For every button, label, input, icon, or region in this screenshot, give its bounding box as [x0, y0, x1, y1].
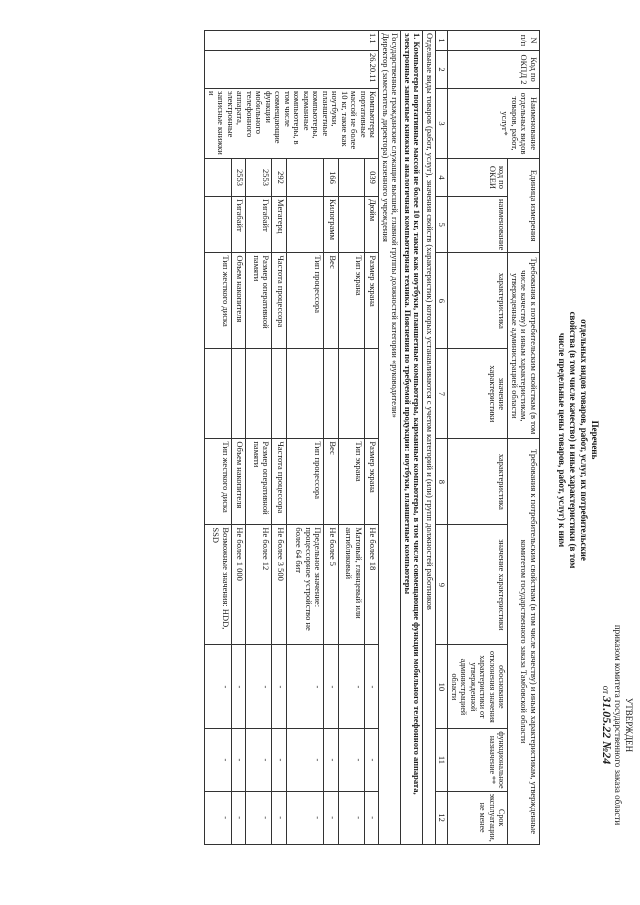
item-rows: [205, 31, 379, 845]
cell-unit: Гигабайт: [231, 197, 246, 253]
approval-block: [600, 560, 634, 890]
cell-admin-val: [324, 349, 339, 439]
cell-term: -: [205, 791, 231, 844]
cell-func: -: [286, 729, 323, 791]
cell-admin-val: [272, 349, 287, 439]
cell-admin-char: Частота процессора: [272, 253, 287, 349]
cell-just: -: [324, 645, 339, 729]
approval-order: приказом комитета государственного заказа области: [613, 624, 623, 826]
cell-code: [205, 159, 231, 197]
cell-just: -: [272, 645, 287, 729]
cell-admin-val: [246, 349, 272, 439]
cell-term: -: [338, 791, 364, 844]
cell-val: Не более 18: [364, 525, 379, 645]
requirements-table: [205, 30, 541, 845]
cell-admin-val: [286, 349, 323, 439]
cell-code: [338, 159, 364, 197]
cell-char: Размер оперативной памяти: [246, 439, 272, 525]
cell-char: Вес: [324, 439, 339, 525]
header-admin-val: значение характеристики: [448, 349, 508, 439]
column-numbers-row: 1 2 3 4 5 6 7 8 9 10 11 12: [436, 31, 449, 845]
row-num: 1.1: [205, 31, 379, 51]
cell-admin-char: Объем накопителя: [231, 253, 246, 349]
cell-unit: Гигабайт: [246, 197, 272, 253]
subheading-row: [423, 31, 436, 845]
row-okpd: 26.20.11: [205, 51, 379, 89]
header-req-admin: Требования к потребительским свойствам (в том числе качеству) и иным характеристикам, утвержденные администрацией области: [508, 253, 540, 439]
cell-just: -: [338, 645, 364, 729]
header-committee-val: значение характеристики: [448, 525, 508, 645]
cell-unit: [205, 197, 231, 253]
cell-func: -: [205, 729, 231, 791]
cell-just: -: [246, 645, 272, 729]
cell-term: -: [364, 791, 379, 844]
cell-func: -: [364, 729, 379, 791]
cell-unit: [338, 197, 364, 253]
cell-admin-char: Тип экрана: [338, 253, 364, 349]
cell-just: -: [364, 645, 379, 729]
subheading: Отдельные виды товаров (работ, услуг), значения свойств (характеристик) которых устанавливаются с учетом категорий и (или) групп должностей работников: [423, 31, 436, 845]
header-name: Наименование отдельных видов товаров, работ, услуг*: [448, 89, 540, 159]
cell-func: -: [338, 729, 364, 791]
header-committee-char: характеристика: [448, 439, 508, 525]
cell-admin-char: Размер экрана: [364, 253, 379, 349]
cell-val: Не более 3 500: [272, 525, 287, 645]
cell-char: Тип жесткого диска: [205, 439, 231, 525]
cell-code: [286, 159, 323, 197]
row-name: Компьютеры портативные массой не более 10 кг, такие как ноутбуки, планшетные компьютеры, карманные компьютеры, в том числе совмещающие функции мобильного телефонного аппарата, электронные записные книжки и: [205, 89, 379, 159]
cell-code: 039: [364, 159, 379, 197]
cell-term: -: [231, 791, 246, 844]
section-row: [401, 31, 423, 845]
cell-unit: [286, 197, 323, 253]
section-title: 1. Компьютеры портативные массой не более 10 кг, такие как ноутбуки, планшетные компьютеры, карманные компьютеры, в том числе совмещающие функции мобильного телефонного аппарата, электронные записные книжки и аналогичная компьютерная техника. Пояснения по требуемой продукции: ноутбуки, планшетные компьютеры: [401, 31, 423, 845]
header-okpd: Код по ОКПД 2: [448, 51, 540, 89]
cell-code: 292: [272, 159, 287, 197]
header-num: N п/п: [448, 31, 540, 51]
header-committee-func: функциональное назначение **: [448, 729, 508, 791]
cell-term: -: [246, 791, 272, 844]
cell-admin-val: [205, 349, 231, 439]
cell-unit: Килограмм: [324, 197, 339, 253]
cell-just: -: [231, 645, 246, 729]
cell-val: Не более 1 000: [231, 525, 246, 645]
cell-char: Тип процессора: [286, 439, 323, 525]
cell-just: -: [205, 645, 231, 729]
cell-func: -: [272, 729, 287, 791]
cell-char: Частота процессора: [272, 439, 287, 525]
header-row-top: [508, 31, 540, 845]
cell-val: Матовый, глянцевый или антибликовый: [338, 525, 364, 645]
header-req-committee: Требования к потребительским свойствам (в том числе качеству) и иным характеристикам, утвержденные комитетом государственного заказа Тамбовской области: [508, 439, 540, 844]
cell-val: Предельное значение: процессорное устройство не более 64 бит: [286, 525, 323, 645]
cell-unit: Дюйм: [364, 197, 379, 253]
cell-func: -: [324, 729, 339, 791]
cell-term: -: [272, 791, 287, 844]
approval-title: УТВЕРЖДЕН: [624, 697, 634, 753]
cell-admin-char: Вес: [324, 253, 339, 349]
header-admin-char: характеристика: [448, 253, 508, 349]
cell-func: -: [231, 729, 246, 791]
cell-code: 166: [324, 159, 339, 197]
cell-code: 2553: [231, 159, 246, 197]
header-committee-just: обоснование отклонения значения характеристики от утвержденной администрацией области: [448, 645, 508, 729]
cell-char: Объем накопителя: [231, 439, 246, 525]
document-title: Перечень отдельных видов товаров, работ, услуг, их потребительские свойства (в том числе качество) и иные характеристики (в том числе предельные цены товаров, работ, услуг) к ним: [557, 311, 600, 569]
cell-just: -: [286, 645, 323, 729]
cell-func: -: [246, 729, 272, 791]
header-unit: Единица измерения: [508, 159, 540, 253]
cell-char: Тип экрана: [338, 439, 364, 525]
cell-admin-char: Тип жесткого диска: [205, 253, 231, 349]
table-row: [364, 31, 379, 845]
cell-admin-val: [364, 349, 379, 439]
cell-admin-char: Размер оперативной памяти: [246, 253, 272, 349]
cell-val: Возможные значения: HDD, SSD: [205, 525, 231, 645]
header-committee-term: Срок эксплуатации, не менее: [448, 791, 508, 844]
handwritten-date: 31.05.22 №24: [600, 696, 614, 765]
note-row: [379, 31, 401, 845]
header-unit-name: наименование: [448, 197, 508, 253]
cell-val: Не более 5: [324, 525, 339, 645]
section-note: Государственные гражданские служащие высшей, главной группы должностей категории «руководители» Директор (заместитель директора) казенного учреждения: [379, 31, 401, 845]
cell-admin-val: [231, 349, 246, 439]
cell-term: -: [286, 791, 323, 844]
header-unit-code: код по ОКЕИ: [448, 159, 508, 197]
cell-admin-val: [338, 349, 364, 439]
cell-unit: Мегагерц: [272, 197, 287, 253]
cell-term: -: [324, 791, 339, 844]
cell-char: Размер экрана: [364, 439, 379, 525]
cell-code: 2553: [246, 159, 272, 197]
cell-admin-char: Тип процессора: [286, 253, 323, 349]
approval-date: от 31.05.22 №24: [600, 685, 614, 765]
cell-val: Не более 12: [246, 525, 272, 645]
